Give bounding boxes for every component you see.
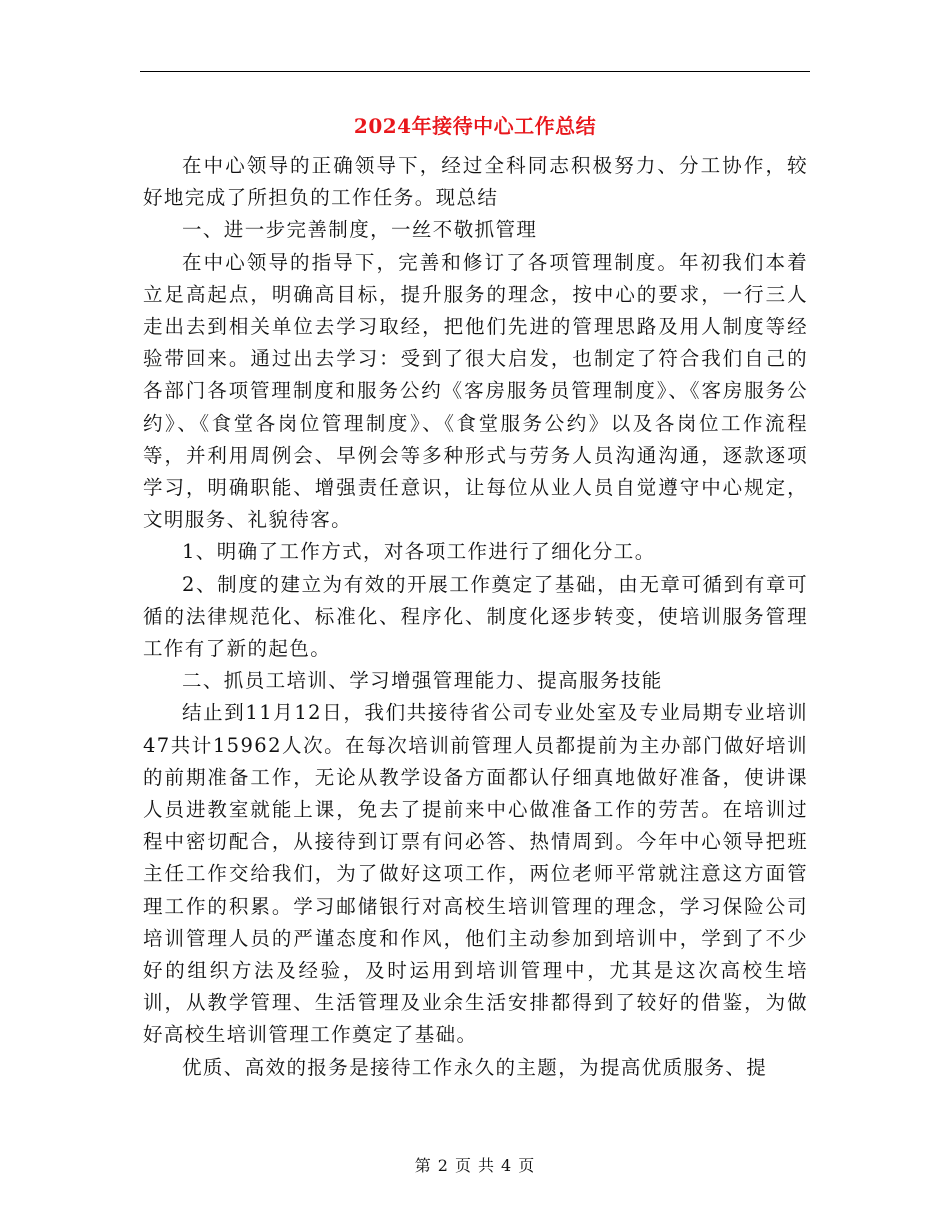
footer-suffix: 页 <box>518 1156 536 1175</box>
footer-current-page: 2 <box>437 1156 449 1175</box>
footer-total-pages: 4 <box>501 1156 513 1175</box>
document-title: 2024年接待中心工作总结 <box>353 114 597 138</box>
paragraph-continued: 优质、高效的报务是接待工作永久的主题，为提高优质服务、提 <box>182 1055 768 1079</box>
list-item-2: 2、制度的建立为有效的开展工作奠定了基础，由无章可循到有章可循的法律规范化、标准化、程序化、制度化逐步转变，使培训服务管理工作有了新的起色。 <box>143 572 808 661</box>
section-heading-2: 二、抓员工培训、学习增强管理能力、提高服务技能 <box>182 669 663 693</box>
page-footer <box>0 1154 950 1178</box>
footer-prefix: 第 <box>414 1156 432 1175</box>
paragraph-section-2: 结止到11月12日，我们共接待省公司专业处室及专业局期专业培训47共计15962人次。在每次培训前管理人员都提前为主办部门做好培训的前期准备工作，无论从教学设备方面都认仔细真地做好准备，使讲课人员进教室就能上课，免去了提前来中心做准备工作的劳苦。在培训过程中密切配合，从接待到订票有问必答、热情周到。今年中心领导把班主任工作交给我们，为了做好这项工作，两位老师平常就注意这方面管理工作的积累。学习邮储银行对高校生培训管理的理念，学习保险公司培训管理人员的严谨态度和作风，他们主动参加到培训中，学到了不少好的组织方法及经验，及时运用到培训管理中，尤其是这次高校生培训，从教学管理、生活管理及业余生活安排都得到了较好的借鉴，为做好高校生培训管理工作奠定了基础。 <box>143 701 808 1047</box>
section-heading-1: 一、进一步完善制度，一丝不敬抓管理 <box>182 218 538 242</box>
document-body <box>143 150 808 1084</box>
paragraph-intro: 在中心领导的正确领导下，经过全科同志积极努力、分工协作，较好地完成了所担负的工作任务。现总结 <box>143 154 808 210</box>
paragraph-section-1: 在中心领导的指导下，完善和修订了各项管理制度。年初我们本着立足高起点，明确高目标，提升服务的理念，按中心的要求，一行三人走出去到相关单位去学习取经，把他们先进的管理思路及用人制度等经验带回来。通过出去学习：受到了很大启发，也制定了符合我们自己的各部门各项管理制度和服务公约《客房服务员管理制度》、《客房服务公约》、《食堂各岗位管理制度》、《食堂服务公约》以及各岗位工作流程等，并利用周例会、早例会等多种形式与劳务人员沟通沟通，逐款逐项学习，明确职能、增强责任意识，让每位从业人员自觉遵守中心规定，文明服务、礼貌待客。 <box>143 250 808 532</box>
footer-page-word: 页 <box>454 1156 472 1175</box>
footer-total-word: 共 <box>478 1156 496 1175</box>
header-rule <box>140 71 810 72</box>
list-item-1: 1、明确了工作方式，对各项工作进行了细化分工。 <box>182 540 656 564</box>
